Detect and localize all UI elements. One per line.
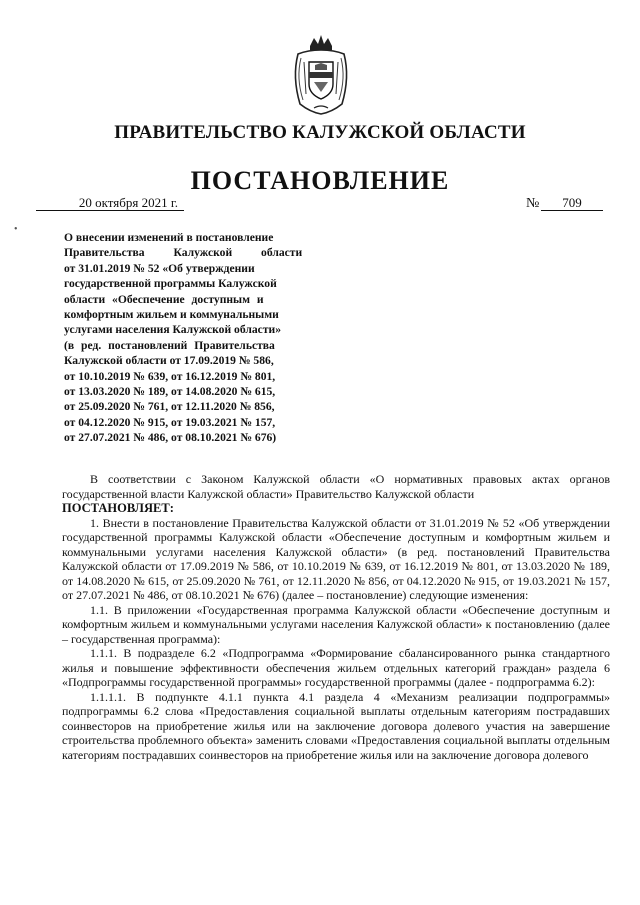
clause-1-1: 1.1. В приложении «Государственная программа Калужской области «Обеспечение доступным и комфортным жильем и коммунальными услугами населения Калужской области» к постановлению (далее – государственная программа): bbox=[62, 602, 610, 646]
heading-line: услугами населения Калужской области» bbox=[64, 323, 281, 337]
document-date: 20 октября 2021 г. bbox=[36, 195, 184, 211]
heading-line: Калужской области от 17.09.2019 № 586, bbox=[64, 354, 274, 368]
heading-line: государственной программы Калужской bbox=[64, 277, 277, 291]
margin-mark: • bbox=[14, 224, 18, 235]
clause-1-1-1: 1.1.1. В подразделе 6.2 «Подпрограмма «Формирование сбалансированного рынка стандартного жилья и повышение эффективности обеспечения жильем отдельных категорий граждан» раздела 6 «Подпрограммы государственной программы» государственной программы (далее - подпрограмма 6.2): bbox=[62, 646, 610, 689]
clause-1: 1. Внести в постановление Правительства Калужской области от 31.01.2019 № 52 «Об утверждении государственной программы Калужской области «Обеспечение доступным и комфортным жильем и коммунальными услугами населения Калужской области» (в ред. постановлений Правительства Калужской области от 17.09.2019 № 586, от 10.10.2019 № 639, от 16.12.2019 № 801, от 13.03.2020 № 189, от 14.08.2020 № 615, от 25.09.2020 № 761, от 12.11.2020 № 856, от 04.12.2020 № 915, от 19.03.2021 № 157, от 27.07.2021 № 486, от 08.10.2021 № 676) (далее – постановление) следующие изменения: bbox=[62, 515, 610, 602]
document-heading bbox=[64, 230, 327, 446]
intro-paragraph: В соответствии с Законом Калужской области «О нормативных правовых актах органов государственной власти Калужской области» Правительство Калужской области bbox=[62, 472, 610, 501]
government-title: ПРАВИТЕЛЬСТВО КАЛУЖСКОЙ ОБЛАСТИ bbox=[114, 122, 526, 143]
heading-line: от 25.09.2020 № 761, от 12.11.2020 № 856, bbox=[64, 400, 275, 414]
heading-line: О внесении изменений в постановление bbox=[64, 231, 274, 244]
heading-line: от 31.01.2019 № 52 «Об утверждении bbox=[64, 261, 255, 275]
clause-1-1-1-1: 1.1.1.1. В подпункте 4.1.1 пункта 4.1 раздела 4 «Механизм реализации подпрограммы» подпрограммы 6.2 слова «Предоставления социальной выплаты отдельным категориям пострадавших соинвесторов на приобретение жилья или на заключение договора долевого участия на завершение строительства проблемного объекта» заменить словами «Предоставления социальной выплаты отдельным категориям пострадавших соинвесторов на приобретение жилья или на заключение договора долевого bbox=[62, 689, 610, 762]
document-type-title: ПОСТАНОВЛЕНИЕ bbox=[190, 166, 450, 195]
heading-line: от 10.10.2019 № 639, от 16.12.2019 № 801, bbox=[64, 369, 276, 383]
heading-line: от 27.07.2021 № 486, от 08.10.2021 № 676) bbox=[64, 431, 277, 445]
heading-line: Правительства Калужской области bbox=[64, 246, 303, 260]
coat-of-arms-emblem bbox=[290, 32, 352, 116]
document-body bbox=[62, 472, 610, 762]
number-sign: № bbox=[526, 196, 540, 211]
heading-line: (в ред. постановлений Правительства bbox=[64, 338, 275, 352]
heading-line: области «Обеспечение доступным и bbox=[64, 292, 264, 306]
document-number: 709 bbox=[541, 195, 603, 211]
heading-line: от 13.03.2020 № 189, от 14.08.2020 № 615, bbox=[64, 385, 276, 399]
heading-line: от 04.12.2020 № 915, от 19.03.2021 № 157, bbox=[64, 415, 276, 429]
heading-line: комфортным жильем и коммунальными bbox=[64, 308, 279, 322]
resolves-keyword: ПОСТАНОВЛЯЕТ: bbox=[62, 501, 174, 515]
